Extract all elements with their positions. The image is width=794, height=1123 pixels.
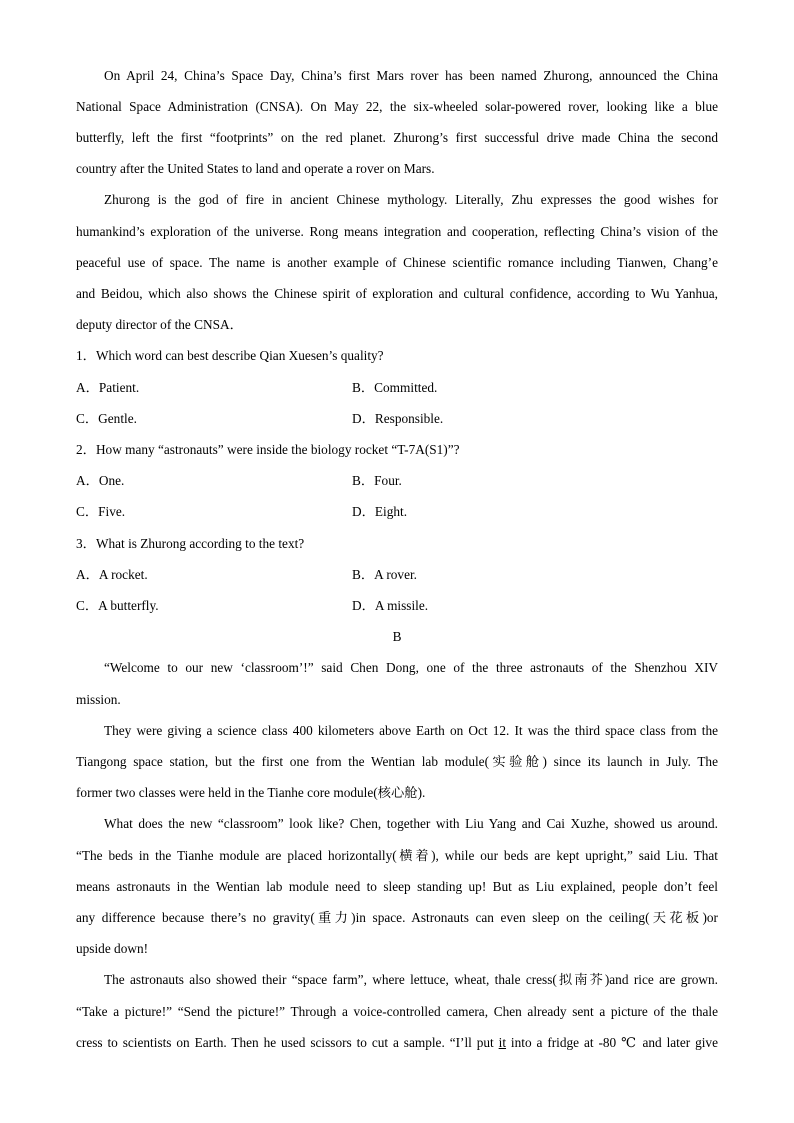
section-b-p1-line-1: “Welcome to our new ‘classroom’!” said Chen Dong, one of the three astronauts of the Shenzhou XIV <box>104 660 718 675</box>
section-b-p2-line-2: Tiangong space station, but the first one from the Wentian lab module(实验舱) since its launch in July. The <box>76 754 718 769</box>
passage-a-p2-line-5: deputy director of the CNSA． <box>76 317 243 332</box>
question-3-option-c[interactable]: C．A butterfly. <box>76 598 159 613</box>
section-b-p2-line-3: former two classes were held in the Tianhe core module(核心舱). <box>76 785 426 800</box>
section-b-p1-line-2: mission. <box>76 692 121 707</box>
section-b-heading: B <box>392 629 402 644</box>
question-2-option-d[interactable]: D．Eight. <box>352 504 408 519</box>
passage-a-p1-line-1: On April 24, China’s Space Day, China’s first Mars rover has been named Zhurong, announced the China <box>104 68 718 83</box>
section-b-p3-line-3: means astronauts in the Wentian lab module need to sleep standing up! But as Liu explained, people don’t feel <box>76 879 718 894</box>
question-1-option-a[interactable]: A．Patient. <box>76 380 140 395</box>
question-3-option-d[interactable]: D．A missile. <box>352 598 429 613</box>
passage-a-p1-line-4: country after the United States to land and operate a rover on Mars. <box>76 161 435 176</box>
question-3-option-a[interactable]: A．A rocket. <box>76 567 148 582</box>
passage-a-p2-line-1: Zhurong is the god of fire in ancient Chinese mythology. Literally, Zhu expresses the good wishes for <box>104 192 718 207</box>
section-b-p3-line-5: upside down! <box>76 941 149 956</box>
question-2-option-a[interactable]: A．One. <box>76 473 125 488</box>
question-1-option-c[interactable]: C．Gentle. <box>76 411 137 426</box>
question-3-stem: 3．What is Zhurong according to the text? <box>76 536 305 551</box>
passage-a-p1-line-3: butterfly, left the first “footprints” on the red planet. Zhurong’s first successful drive made China the second <box>76 130 718 145</box>
section-b-p4-line-3 <box>76 1034 718 1052</box>
passage-a-p1-line-2: National Space Administration (CNSA). On May 22, the six-wheeled solar-powered rover, looking like a blue <box>76 99 718 114</box>
passage-a-p2-line-3: peaceful use of space. The name is another example of Chinese scientific romance including Tianwen, Chang’e <box>76 255 718 270</box>
question-2-option-b[interactable]: B．Four. <box>352 473 402 488</box>
section-b-p2-line-1: They were giving a science class 400 kilometers above Earth on Oct 12. It was the third space class from the <box>104 723 718 738</box>
question-2-stem: 2．How many “astronauts” were inside the biology rocket “T-7A(S1)”? <box>76 442 460 457</box>
question-1-option-b[interactable]: B．Committed. <box>352 380 438 395</box>
p4-line-3-before: cress to scientists on Earth. Then he used scissors to cut a sample. “I’ll put <box>76 1035 499 1050</box>
section-b-p3-line-2: “The beds in the Tianhe module are placed horizontally(横着), while our beds are kept upright,” said Liu. That <box>76 848 718 863</box>
section-b-p4-line-2: “Take a picture!” “Send the picture!” Through a voice-controlled camera, Chen already sent a picture of the thale <box>76 1004 718 1019</box>
question-3-option-b[interactable]: B．A rover. <box>352 567 418 582</box>
question-1-option-d[interactable]: D．Responsible. <box>352 411 444 426</box>
section-b-p3-line-1: What does the new “classroom” look like? Chen, together with Liu Yang and Cai Xuzhe, showed us around. <box>104 816 718 831</box>
p4-line-3-after: into a fridge at -80 ℃ and later give <box>506 1035 718 1050</box>
underlined-word: it <box>498 1035 507 1050</box>
question-2-option-c[interactable]: C．Five. <box>76 504 126 519</box>
section-b-p4-line-1: The astronauts also showed their “space farm”, where lettuce, wheat, thale cress(拟南芥)and rice are grown. <box>104 972 718 987</box>
question-1-stem: 1．Which word can best describe Qian Xuesen’s quality? <box>76 348 384 363</box>
passage-a-p2-line-2: humankind’s exploration of the universe. Rong means integration and cooperation, reflecting China’s vision of the <box>76 224 718 239</box>
passage-a-p2-line-4: and Beidou, which also shows the Chinese spirit of exploration and cultural confidence, according to Wu Yanhua, <box>76 286 718 301</box>
section-b-p3-line-4: any difference because there’s no gravity(重力)in space. Astronauts can even sleep on the ceiling(天花板)or <box>76 910 718 925</box>
